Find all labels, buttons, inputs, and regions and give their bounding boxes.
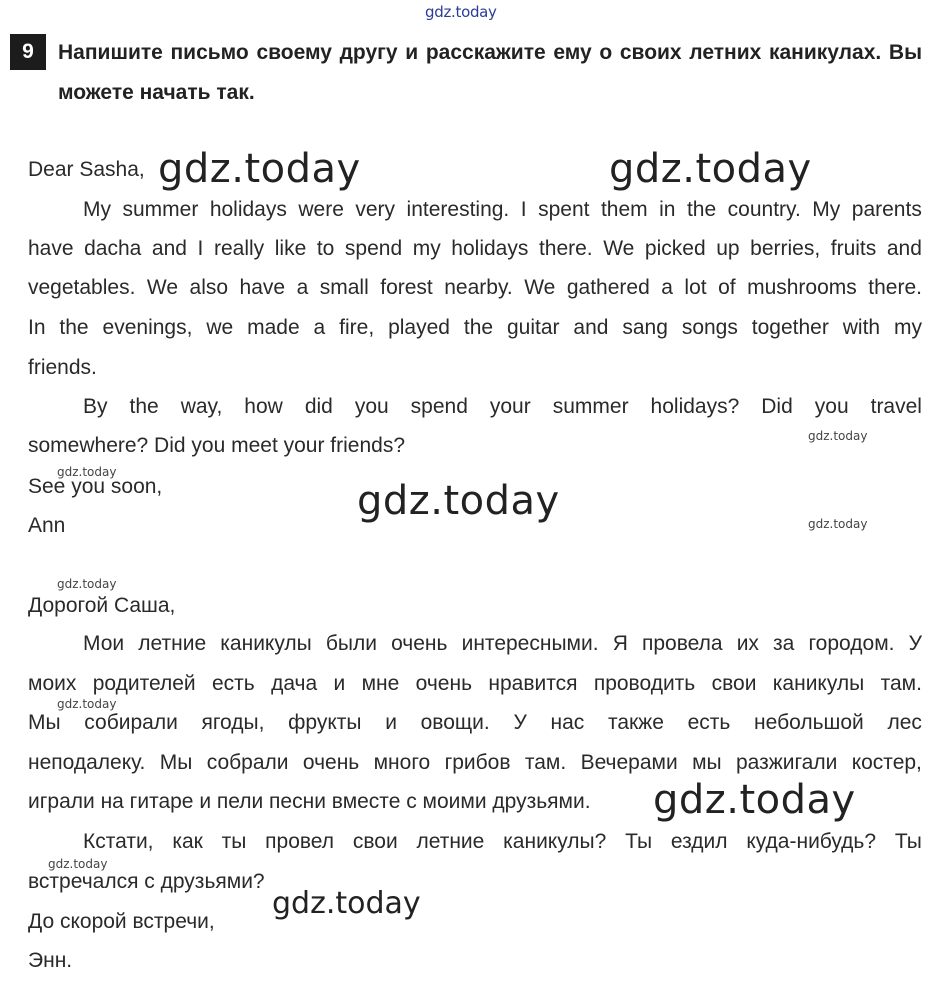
letter-en-line: My summer holidays were very interesting. I spent them in the country. My parents <box>83 198 922 221</box>
letter-ru-line: Кстати, как ты провел свои летние каникулы? Ты ездил куда-нибудь? Ты <box>83 830 922 853</box>
letter-en-line: vegetables. We also have a small forest nearby. We gathered a lot of mushrooms there. <box>28 276 922 299</box>
letter-en-greeting: Dear Sasha, <box>28 158 145 181</box>
task-instruction: Напишите письмо своему другу и расскажите ему о своих летних каникулах. Вы можете начать так. <box>58 41 922 104</box>
watermark-small: gdz.today <box>57 465 117 479</box>
letter-ru-signature: Энн. <box>28 949 73 972</box>
letter-en-signature: Ann <box>28 514 66 537</box>
letter-ru-line: неподалеку. Мы собрали очень много грибов там. Вечерами мы разжигали костер, <box>28 751 922 774</box>
watermark-small: gdz.today <box>808 517 868 531</box>
letter-en-line: By the way, how did you spend your summer holidays? Did you travel <box>83 395 922 418</box>
task-number-badge: 9 <box>10 34 46 70</box>
letter-en-line: friends. <box>28 356 97 379</box>
watermark-top: gdz.today <box>425 3 497 21</box>
letter-en-line: somewhere? Did you meet your friends? <box>28 434 406 457</box>
watermark: gdz.today <box>653 777 856 823</box>
letter-en-closing: See you soon, <box>28 475 163 498</box>
letter-ru-line: моих родителей есть дача и мне очень нравится проводить свои каникулы там. <box>28 672 922 695</box>
letter-ru-line: встречался с друзьями? <box>28 870 265 893</box>
letter-ru-greeting: Дорогой Саша, <box>28 594 176 617</box>
watermark-small: gdz.today <box>808 429 868 443</box>
watermark: gdz.today <box>609 146 812 192</box>
letter-ru-closing: До скорой встречи, <box>28 910 215 933</box>
watermark: gdz.today <box>357 478 560 524</box>
letter-en-line: In the evenings, we made a fire, played the guitar and sang songs together with my <box>28 316 922 339</box>
watermark: gdz.today <box>272 886 421 921</box>
watermark-small: gdz.today <box>57 577 117 591</box>
letter-ru-line: Мы собирали ягоды, фрукты и овощи. У нас также есть небольшой лес <box>28 711 922 734</box>
watermark-small: gdz.today <box>57 697 117 711</box>
watermark: gdz.today <box>158 146 361 192</box>
letter-ru-line: играли на гитаре и пели песни вместе с моими друзьями. <box>28 790 591 813</box>
watermark-small: gdz.today <box>48 857 108 871</box>
letter-ru-line: Мои летние каникулы были очень интересными. Я провела их за городом. У <box>83 632 922 655</box>
letter-en-line: have dacha and I really like to spend my holidays there. We picked up berries, fruits and <box>28 237 922 260</box>
